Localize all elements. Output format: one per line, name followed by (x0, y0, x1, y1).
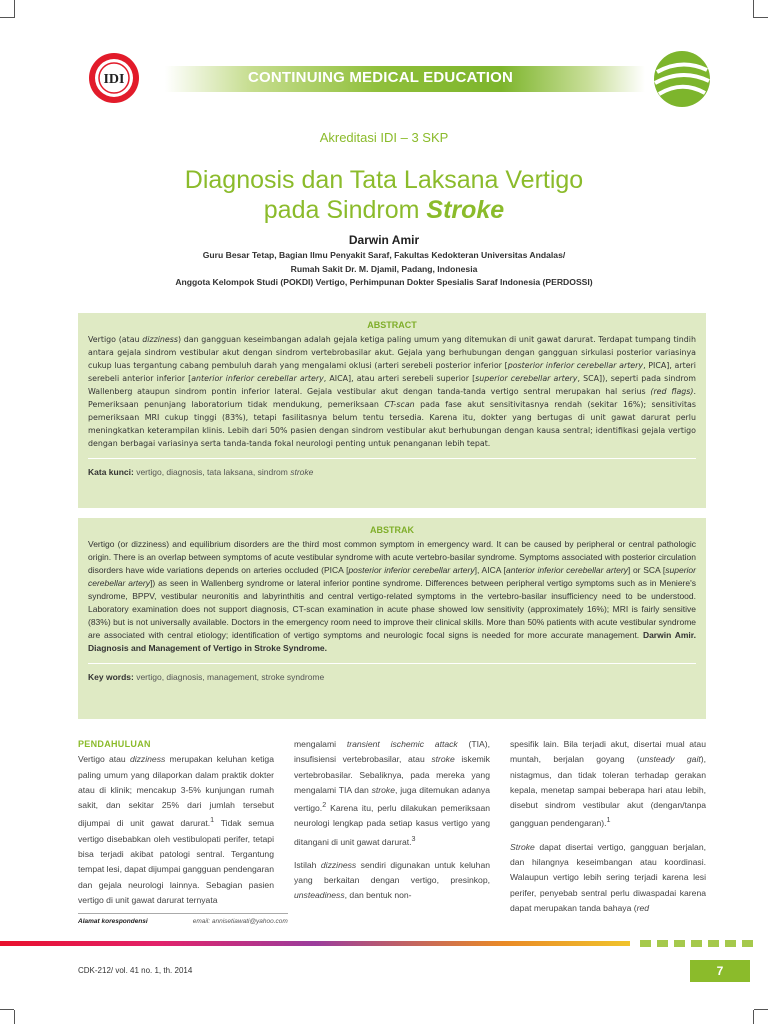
footer-square (742, 940, 753, 947)
cme-banner-text: CONTINUING MEDICAL EDUCATION (248, 69, 514, 86)
body-column-2 (294, 737, 490, 904)
crop-mark (754, 1009, 768, 1010)
affiliation-line: Rumah Sakit Dr. M. Djamil, Padang, Indonesia (290, 263, 478, 274)
journal-citation: CDK-212/ vol. 41 no. 1, th. 2014 (78, 966, 193, 975)
body-paragraph: spesifik lain. Bila terjadi akut, disertai mual atau muntah, berjalan goyang (unsteady gait), nistagmus, dan tidak toleran terhadap gerakan kepala, menetap sampai beberapa hari atau lebih, disebut sindrom vestibular akut (dengan/tanpa gangguan pendengaran).$^1$ (510, 739, 707, 829)
abstract-keywords: Kata kunci: vertigo, diagnosis, tata laksana, sindrom stroke (88, 467, 314, 477)
body-column-3 (510, 737, 706, 916)
abstract-box (78, 313, 706, 508)
page-number: 7 (690, 960, 750, 982)
correspondence-email: email: annisetiawati@yahoo.com (192, 918, 288, 925)
footer-gradient-bar (0, 941, 630, 946)
crop-mark (14, 1010, 15, 1024)
abstract-divider (88, 458, 696, 459)
author-affiliation (0, 249, 768, 290)
abstract-body: Vertigo (atau dizziness) dan gangguan keseimbangan adalah gejala ketiga paling umum yang ditemukan di unit gawat darurat. Terdapat tumpang tindih antara gejala sindrom vestibular akut dengan sindrom vertebrobasilar akut. Gejala yang berhubungan dengan gangguan sirkulasi posterior variasinya cukup luas tergantung cabang pembuluh darah yang mengalami oklusi (arteri serebeli posterior inferior [posterior inferior cerebellar artery, PICA], arteri serebeli anterior inferior [anterior inferior cerebellar artery, AICA], atau arteri serebeli superior [superior cerebellar artery, SCA]), seperti pada sindrom Wallenberg ataupun sindrom pontin inferior lateral. Gejala vestibular akut dengan tanda-tanda vertigo sentral merupakan hal serius (red flags). Pemeriksaan penunjang laboratorium tidak mendukung, pemeriksaan CT-scan pada fase akut sensitivitasnya rendah (sekitar 16%); sensitivitas pemeriksaan MRI cukup tinggi (83%), tetapi fasilitasnya belum tentu tersedia. Karena itu, dokter yang bertugas di unit gawat darurat perlu meningkatkan keterampilan klinis. Lebih dari 50% pasien dengan sindrom vestibular akut berhubungan dengan kausa sentral; identifikasi gejala vertigo dengan berbagai variasinya serta tanda-tanda fokal neurologi penting untuk penanganan lebih tepat. (88, 335, 696, 448)
abstrak-keywords: Key words: vertigo, diagnosis, management, stroke syndrome (88, 672, 325, 682)
crop-mark (753, 1010, 754, 1024)
abstrak-body: Vertigo (or dizziness) and equilibrium disorders are the third most common symptom in emergency ward. It can be caused by peripheral or central pathologic origin. There is an overlap between symptoms of acute vestibular syndrome with acute vertebro-basilar syndrome. Symptoms associated with posterior circulation disorders have wide variations depends on arteries occluded (PICA [posterior inferior cerebellar artery], AICA [anterior inferior cerebellar artery] or SCA [superior cerebellar artery]) as seen in Wallenberg syndrome or lateral inferior pontine syndrome. Differences between peripheral vertigo symptoms such as in Meniere's syndrome, BPPV, vestibular neuronitis and labyrinthitis and central vertigo-related symptoms in the vertebro-basilar insufficiency need to be understood. Laboratory examination does not support diagnosis, CT-scan examination in acute phase showed low sensitivity (approximately 16%); MRI is fairly sensitive (83%) but is not universally available. Doctors in the emergency room need to improve their clinical skills. More than 50% patients with acute vestibular syndrome are associated with central etiology; identification of vertigo symptoms and neurologic focal signs is needed for more accurate management. Darwin Amir. Diagnosis and Management of Vertigo in Stroke Syndrome. (88, 539, 696, 653)
footer-square (725, 940, 736, 947)
idi-logo-text: IDI (103, 72, 125, 87)
title-line-1: Diagnosis dan Tata Laksana Vertigo (184, 166, 584, 194)
footer-square (657, 940, 668, 947)
correspondence-label: Alamat korespondensi (78, 918, 148, 925)
crop-mark (0, 17, 14, 18)
footer-square (674, 940, 685, 947)
body-paragraph: mengalami transient ischemic attack (TIA), insufisiensi vertebrobasilar, atau stroke iskemik vertebrobasilar. Sebaliknya, pada mereka yang mengalami TIA dan stroke, juga ditemukan adanya vertigo.$^2$ Karena itu, perlu dilakukan pemeriksaan neurologi lengkap pada setiap kasus vertigo yang ditangani di unit gawat darurat.$^3$ (294, 739, 491, 847)
body-paragraph: Stroke dapat disertai vertigo, gangguan berjalan, dan hilangnya keseimbangan atau koordinasi. Walaupun vertigo lebih sering terjadi karena lesi perifer, penyebab sentral perlu diwaspadai karena dapat merupakan tanda bahaya (red (510, 841, 706, 913)
abstrak-divider (88, 663, 696, 664)
footnote-divider (78, 913, 288, 914)
abstrak-heading: ABSTRAK (370, 525, 414, 535)
body-column-1 (78, 737, 274, 908)
title-line-2 (0, 195, 768, 225)
crop-mark (0, 1009, 14, 1010)
section-heading: PENDAHULUAN (78, 739, 151, 749)
globe-logo-icon (653, 50, 711, 108)
correspondence (78, 918, 578, 925)
affiliation-line: Guru Besar Tetap, Bagian Ilmu Penyakit Saraf, Fakultas Kedokteran Universitas Andalas/ (202, 250, 566, 260)
body-paragraph: Istilah dizziness sendiri digunakan untuk keluhan yang berkaitan dengan vertigo, presinkop, unsteadiness, dan bentuk non- (294, 859, 491, 901)
crop-mark (753, 0, 754, 18)
crop-mark (14, 0, 15, 18)
author-name: Darwin Amir (348, 233, 420, 247)
accreditation: Akreditasi IDI – 3 SKP (319, 130, 449, 145)
idi-logo-icon (88, 52, 140, 104)
article-title (0, 165, 768, 225)
affiliation-line: Anggota Kelompok Studi (POKDI) Vertigo, Perhimpunan Dokter Spesialis Saraf Indonesia (PERDOSSI) (175, 277, 593, 287)
footer-square (640, 940, 651, 947)
abstrak-box (78, 518, 706, 719)
footer-square (691, 940, 702, 947)
footer-square (708, 940, 719, 947)
abstract-heading: ABSTRACT (367, 320, 417, 330)
crop-mark (754, 17, 768, 18)
body-paragraph: Vertigo atau dizziness merupakan keluhan ketiga paling umum yang dilaporkan dalam praktik dokter atau di klinik; mencakup 3-5% kunjungan rumah sakit, dan sekitar 25% dari jumlah tersebut dijumpai di unit gawat darurat.$^1$ Tidak semua vertigo disebabkan oleh vestibulopati perifer, tetapi bisa terjadi akibat patologi sentral. Tergantung tempat lesi, dapat dijumpai gangguan pendengaran dan gejala neurologi lainnya. Sebagian pasien vertigo di unit gawat darurat ternyata (78, 754, 274, 905)
title-line-2-italic: Stroke (426, 196, 505, 224)
title-line-2-prefix: pada Sindrom (263, 196, 427, 224)
